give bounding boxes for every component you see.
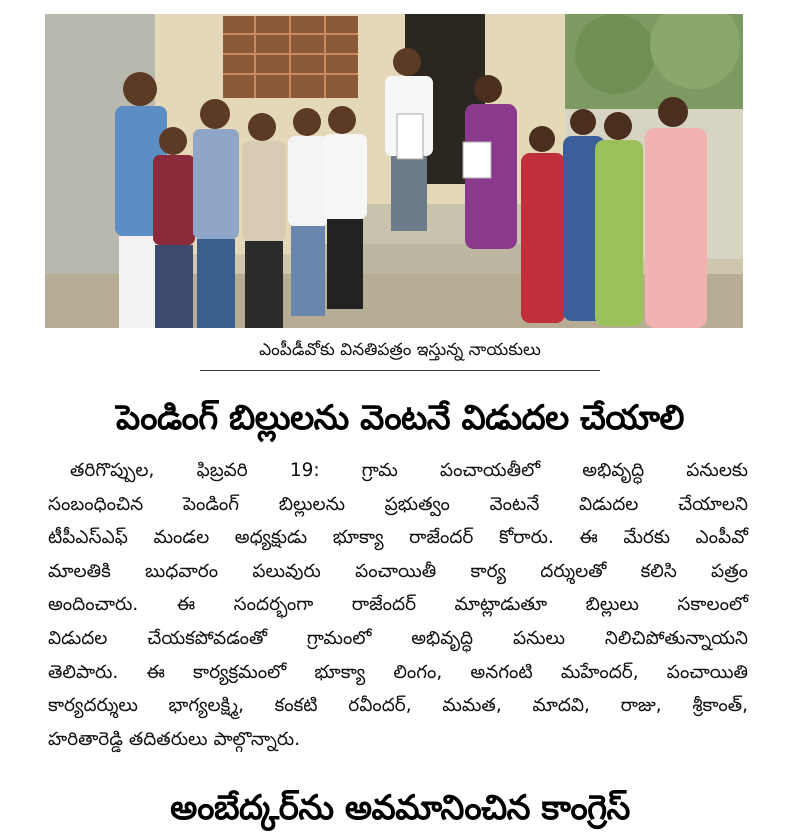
article-line: తరిగొప్పుల, ఫిబ్రవరి 19: గ్రామ పంచాయతీలో అభివృద్ధి పనులకు: [70, 460, 748, 481]
article-line: మాలతికి బుధవారం పలువురు పంచాయితీ కార్య దర్శులతో కలిసి పత్రం: [48, 560, 748, 582]
article-line: అందించారు. ఈ సందర్భంగా రాజేందర్ మాట్లాడుతూ బిల్లులు సకాలంలో: [48, 594, 748, 616]
caption-divider: [200, 370, 600, 371]
article-line: కార్యదర్శులు భాగ్యలక్ష్మి, కంకటి రవీందర్, మమత, మాదవి, రాజు, శ్రీకాంత్,: [48, 695, 748, 717]
article-headline: పెండింగ్ బిల్లులను వెంటనే విడుదల చేయాలి: [116, 398, 684, 438]
article-line: తెలిపారు. ఈ కార్యక్రమంలో భూక్యా లింగం, అనగంటి మహేందర్, పంచాయితి: [48, 661, 748, 683]
article-line: విడుదల చేయకపోవడంతో గ్రామంలో అభివృద్ధి పనులు నిలిచిపోతున్నాయని: [48, 627, 748, 649]
article-line: టీపీఎస్ఎఫ్ మండల అధ్యక్షుడు భూక్యా రాజేందర్ కోరారు. ఈ మేరకు ఎంపీవో: [48, 527, 748, 549]
news-photo: [45, 14, 743, 328]
photo-caption: ఎంపీడీవోకు వినతిపత్రం ఇస్తున్న నాయకులు: [259, 340, 541, 360]
article-line: సంబంధించిన పెండింగ్ బిల్లులను ప్రభుత్వం వెంటనే విడుదల చేయాలని: [48, 493, 748, 515]
article-line: హరితారెడ్డి తదితరులు పాల్గొన్నారు.: [48, 728, 301, 750]
group-photo-illustration: [45, 14, 743, 328]
article-body: [48, 454, 748, 756]
next-article-headline: అంబేద్కర్‌ను అవమానించిన కాంగ్రెస్: [170, 788, 630, 828]
